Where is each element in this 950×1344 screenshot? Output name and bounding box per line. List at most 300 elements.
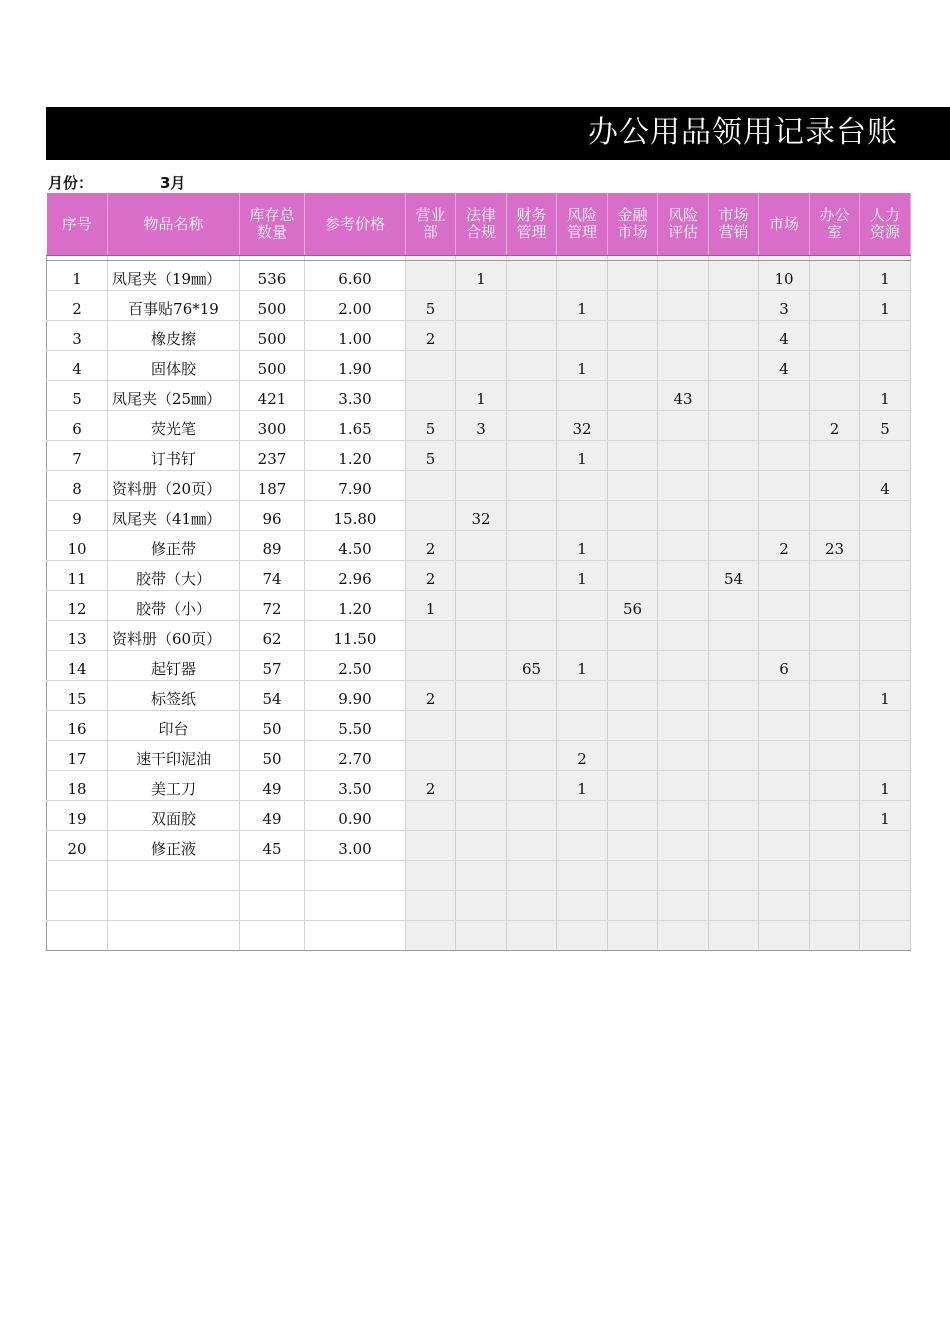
cell-dept-qty[interactable]: 1 — [557, 771, 608, 801]
cell-dept-qty[interactable]: 2 — [406, 681, 456, 711]
cell-dept-qty[interactable]: 65 — [507, 651, 557, 681]
cell-dept-qty[interactable] — [406, 501, 456, 531]
cell-dept-qty[interactable] — [608, 531, 658, 561]
cell-serial-no[interactable]: 14 — [47, 651, 108, 681]
cell-dept-qty[interactable]: 1 — [860, 771, 911, 801]
cell-dept-qty[interactable] — [456, 831, 507, 861]
cell-stock-qty[interactable]: 49 — [240, 771, 305, 801]
cell-dept-qty[interactable]: 32 — [557, 411, 608, 441]
cell-ref-price[interactable]: 2.50 — [305, 651, 406, 681]
cell-dept-qty[interactable] — [507, 471, 557, 501]
empty-cell[interactable] — [406, 861, 456, 891]
cell-dept-qty[interactable] — [456, 561, 507, 591]
cell-dept-qty[interactable] — [507, 771, 557, 801]
cell-dept-qty[interactable] — [658, 831, 709, 861]
cell-item-name[interactable]: 资料册（20页） — [108, 471, 240, 501]
cell-dept-qty[interactable] — [406, 261, 456, 291]
cell-dept-qty[interactable]: 1 — [456, 381, 507, 411]
cell-dept-qty[interactable] — [759, 381, 810, 411]
cell-ref-price[interactable]: 1.00 — [305, 321, 406, 351]
cell-dept-qty[interactable] — [608, 471, 658, 501]
cell-dept-qty[interactable]: 1 — [557, 531, 608, 561]
cell-item-name[interactable]: 荧光笔 — [108, 411, 240, 441]
cell-dept-qty[interactable] — [709, 291, 759, 321]
cell-dept-qty[interactable] — [456, 591, 507, 621]
empty-cell[interactable] — [47, 921, 108, 951]
cell-dept-qty[interactable] — [608, 501, 658, 531]
cell-ref-price[interactable]: 0.90 — [305, 801, 406, 831]
cell-dept-qty[interactable] — [709, 351, 759, 381]
cell-dept-qty[interactable] — [759, 741, 810, 771]
empty-cell[interactable] — [456, 891, 507, 921]
cell-dept-qty[interactable] — [507, 591, 557, 621]
cell-serial-no[interactable]: 11 — [47, 561, 108, 591]
empty-cell[interactable] — [759, 861, 810, 891]
cell-dept-qty[interactable] — [810, 621, 860, 651]
cell-ref-price[interactable]: 3.50 — [305, 771, 406, 801]
cell-dept-qty[interactable] — [759, 681, 810, 711]
cell-dept-qty[interactable] — [860, 501, 911, 531]
cell-dept-qty[interactable] — [507, 621, 557, 651]
cell-dept-qty[interactable] — [608, 411, 658, 441]
cell-dept-qty[interactable]: 3 — [759, 291, 810, 321]
cell-stock-qty[interactable]: 96 — [240, 501, 305, 531]
cell-serial-no[interactable]: 6 — [47, 411, 108, 441]
cell-dept-qty[interactable]: 3 — [456, 411, 507, 441]
cell-dept-qty[interactable] — [759, 711, 810, 741]
cell-ref-price[interactable]: 2.00 — [305, 291, 406, 321]
cell-serial-no[interactable]: 7 — [47, 441, 108, 471]
empty-cell[interactable] — [709, 861, 759, 891]
cell-dept-qty[interactable] — [557, 711, 608, 741]
cell-serial-no[interactable]: 3 — [47, 321, 108, 351]
cell-dept-qty[interactable] — [557, 381, 608, 411]
cell-dept-qty[interactable] — [608, 441, 658, 471]
cell-dept-qty[interactable] — [557, 681, 608, 711]
cell-stock-qty[interactable]: 50 — [240, 741, 305, 771]
cell-dept-qty[interactable] — [658, 621, 709, 651]
cell-dept-qty[interactable]: 2 — [810, 411, 860, 441]
cell-dept-qty[interactable]: 54 — [709, 561, 759, 591]
cell-dept-qty[interactable] — [507, 441, 557, 471]
cell-item-name[interactable]: 胶带（大） — [108, 561, 240, 591]
empty-cell[interactable] — [608, 891, 658, 921]
cell-dept-qty[interactable]: 1 — [860, 261, 911, 291]
cell-dept-qty[interactable] — [406, 711, 456, 741]
cell-ref-price[interactable]: 4.50 — [305, 531, 406, 561]
cell-dept-qty[interactable] — [608, 351, 658, 381]
cell-dept-qty[interactable]: 2 — [406, 321, 456, 351]
cell-serial-no[interactable]: 8 — [47, 471, 108, 501]
cell-dept-qty[interactable]: 2 — [406, 771, 456, 801]
cell-dept-qty[interactable] — [810, 801, 860, 831]
cell-item-name[interactable]: 速干印泥油 — [108, 741, 240, 771]
cell-stock-qty[interactable]: 62 — [240, 621, 305, 651]
cell-dept-qty[interactable] — [658, 471, 709, 501]
cell-dept-qty[interactable]: 2 — [406, 561, 456, 591]
cell-dept-qty[interactable] — [860, 651, 911, 681]
empty-cell[interactable] — [759, 891, 810, 921]
cell-dept-qty[interactable] — [456, 651, 507, 681]
cell-dept-qty[interactable] — [608, 741, 658, 771]
cell-dept-qty[interactable] — [810, 831, 860, 861]
cell-ref-price[interactable]: 5.50 — [305, 711, 406, 741]
cell-dept-qty[interactable]: 23 — [810, 531, 860, 561]
cell-dept-qty[interactable] — [658, 321, 709, 351]
cell-dept-qty[interactable] — [608, 651, 658, 681]
cell-dept-qty[interactable] — [456, 801, 507, 831]
cell-dept-qty[interactable] — [709, 261, 759, 291]
cell-ref-price[interactable]: 6.60 — [305, 261, 406, 291]
empty-cell[interactable] — [709, 891, 759, 921]
cell-dept-qty[interactable] — [658, 771, 709, 801]
cell-stock-qty[interactable]: 49 — [240, 801, 305, 831]
cell-item-name[interactable]: 起钉器 — [108, 651, 240, 681]
cell-dept-qty[interactable] — [507, 681, 557, 711]
cell-dept-qty[interactable]: 1 — [557, 651, 608, 681]
cell-item-name[interactable]: 美工刀 — [108, 771, 240, 801]
cell-dept-qty[interactable] — [860, 621, 911, 651]
cell-dept-qty[interactable] — [658, 711, 709, 741]
month-value[interactable]: 3月 — [160, 174, 186, 192]
cell-dept-qty[interactable]: 2 — [759, 531, 810, 561]
cell-dept-qty[interactable] — [557, 831, 608, 861]
cell-ref-price[interactable]: 2.96 — [305, 561, 406, 591]
cell-stock-qty[interactable]: 536 — [240, 261, 305, 291]
cell-dept-qty[interactable] — [608, 561, 658, 591]
cell-dept-qty[interactable] — [759, 411, 810, 441]
empty-cell[interactable] — [507, 861, 557, 891]
cell-dept-qty[interactable] — [406, 651, 456, 681]
cell-dept-qty[interactable] — [507, 291, 557, 321]
cell-dept-qty[interactable] — [658, 441, 709, 471]
cell-dept-qty[interactable] — [557, 801, 608, 831]
cell-item-name[interactable]: 凤尾夹（19㎜） — [108, 261, 240, 291]
cell-dept-qty[interactable] — [759, 561, 810, 591]
cell-dept-qty[interactable] — [456, 531, 507, 561]
empty-cell[interactable] — [557, 891, 608, 921]
empty-cell[interactable] — [860, 921, 911, 951]
empty-cell[interactable] — [108, 861, 240, 891]
cell-item-name[interactable]: 修正液 — [108, 831, 240, 861]
cell-dept-qty[interactable] — [810, 651, 860, 681]
cell-dept-qty[interactable] — [860, 531, 911, 561]
cell-dept-qty[interactable] — [709, 321, 759, 351]
cell-dept-qty[interactable] — [406, 381, 456, 411]
cell-dept-qty[interactable] — [658, 591, 709, 621]
cell-dept-qty[interactable] — [709, 681, 759, 711]
cell-dept-qty[interactable] — [810, 561, 860, 591]
cell-dept-qty[interactable] — [658, 291, 709, 321]
empty-cell[interactable] — [557, 921, 608, 951]
cell-serial-no[interactable]: 13 — [47, 621, 108, 651]
cell-dept-qty[interactable] — [507, 501, 557, 531]
cell-dept-qty[interactable] — [709, 471, 759, 501]
empty-cell[interactable] — [108, 921, 240, 951]
cell-dept-qty[interactable] — [860, 711, 911, 741]
empty-cell[interactable] — [608, 861, 658, 891]
empty-cell[interactable] — [507, 921, 557, 951]
cell-dept-qty[interactable] — [860, 441, 911, 471]
cell-dept-qty[interactable] — [608, 381, 658, 411]
empty-cell[interactable] — [456, 861, 507, 891]
empty-cell[interactable] — [860, 861, 911, 891]
cell-dept-qty[interactable] — [810, 711, 860, 741]
cell-dept-qty[interactable] — [860, 561, 911, 591]
cell-ref-price[interactable]: 3.30 — [305, 381, 406, 411]
cell-dept-qty[interactable]: 1 — [860, 801, 911, 831]
empty-cell[interactable] — [810, 861, 860, 891]
cell-stock-qty[interactable]: 500 — [240, 321, 305, 351]
cell-dept-qty[interactable]: 4 — [759, 351, 810, 381]
cell-dept-qty[interactable]: 1 — [860, 681, 911, 711]
cell-serial-no[interactable]: 9 — [47, 501, 108, 531]
cell-dept-qty[interactable] — [608, 831, 658, 861]
cell-serial-no[interactable]: 20 — [47, 831, 108, 861]
cell-dept-qty[interactable] — [608, 801, 658, 831]
cell-dept-qty[interactable]: 1 — [557, 291, 608, 321]
cell-dept-qty[interactable] — [759, 621, 810, 651]
cell-serial-no[interactable]: 2 — [47, 291, 108, 321]
cell-dept-qty[interactable] — [860, 741, 911, 771]
cell-dept-qty[interactable] — [810, 681, 860, 711]
cell-dept-qty[interactable] — [709, 801, 759, 831]
cell-dept-qty[interactable]: 32 — [456, 501, 507, 531]
cell-stock-qty[interactable]: 187 — [240, 471, 305, 501]
empty-cell[interactable] — [709, 921, 759, 951]
cell-ref-price[interactable]: 7.90 — [305, 471, 406, 501]
cell-dept-qty[interactable] — [709, 741, 759, 771]
empty-cell[interactable] — [305, 921, 406, 951]
cell-dept-qty[interactable]: 4 — [759, 321, 810, 351]
cell-dept-qty[interactable]: 56 — [608, 591, 658, 621]
cell-dept-qty[interactable]: 5 — [406, 291, 456, 321]
cell-dept-qty[interactable] — [557, 471, 608, 501]
cell-dept-qty[interactable] — [557, 261, 608, 291]
cell-stock-qty[interactable]: 54 — [240, 681, 305, 711]
empty-cell[interactable] — [240, 921, 305, 951]
cell-dept-qty[interactable]: 2 — [557, 741, 608, 771]
cell-dept-qty[interactable] — [608, 771, 658, 801]
cell-dept-qty[interactable] — [456, 681, 507, 711]
cell-dept-qty[interactable] — [658, 351, 709, 381]
cell-serial-no[interactable]: 5 — [47, 381, 108, 411]
empty-cell[interactable] — [860, 891, 911, 921]
empty-cell[interactable] — [507, 891, 557, 921]
cell-dept-qty[interactable] — [557, 501, 608, 531]
cell-dept-qty[interactable]: 4 — [860, 471, 911, 501]
cell-dept-qty[interactable] — [456, 291, 507, 321]
cell-dept-qty[interactable] — [658, 681, 709, 711]
cell-item-name[interactable]: 百事贴76*19 — [108, 291, 240, 321]
cell-dept-qty[interactable] — [810, 501, 860, 531]
cell-item-name[interactable]: 标签纸 — [108, 681, 240, 711]
cell-dept-qty[interactable] — [860, 591, 911, 621]
cell-item-name[interactable]: 橡皮擦 — [108, 321, 240, 351]
cell-dept-qty[interactable] — [507, 321, 557, 351]
cell-dept-qty[interactable] — [507, 531, 557, 561]
cell-dept-qty[interactable] — [658, 561, 709, 591]
cell-ref-price[interactable]: 11.50 — [305, 621, 406, 651]
cell-ref-price[interactable]: 15.80 — [305, 501, 406, 531]
empty-cell[interactable] — [406, 891, 456, 921]
empty-cell[interactable] — [108, 891, 240, 921]
empty-cell[interactable] — [240, 891, 305, 921]
cell-dept-qty[interactable] — [608, 711, 658, 741]
cell-item-name[interactable]: 订书钉 — [108, 441, 240, 471]
cell-dept-qty[interactable] — [406, 471, 456, 501]
cell-stock-qty[interactable]: 500 — [240, 291, 305, 321]
cell-item-name[interactable]: 凤尾夹（41㎜） — [108, 501, 240, 531]
cell-dept-qty[interactable] — [406, 741, 456, 771]
cell-dept-qty[interactable] — [507, 831, 557, 861]
cell-dept-qty[interactable] — [709, 591, 759, 621]
empty-cell[interactable] — [47, 861, 108, 891]
empty-cell[interactable] — [47, 891, 108, 921]
cell-stock-qty[interactable]: 57 — [240, 651, 305, 681]
cell-dept-qty[interactable] — [810, 291, 860, 321]
cell-dept-qty[interactable] — [456, 621, 507, 651]
cell-ref-price[interactable]: 9.90 — [305, 681, 406, 711]
cell-dept-qty[interactable] — [759, 501, 810, 531]
cell-serial-no[interactable]: 1 — [47, 261, 108, 291]
empty-cell[interactable] — [557, 861, 608, 891]
cell-dept-qty[interactable] — [456, 711, 507, 741]
cell-serial-no[interactable]: 18 — [47, 771, 108, 801]
cell-dept-qty[interactable]: 1 — [860, 291, 911, 321]
cell-stock-qty[interactable]: 500 — [240, 351, 305, 381]
cell-dept-qty[interactable] — [860, 831, 911, 861]
cell-dept-qty[interactable] — [709, 711, 759, 741]
empty-cell[interactable] — [240, 861, 305, 891]
cell-dept-qty[interactable] — [658, 531, 709, 561]
cell-dept-qty[interactable] — [810, 471, 860, 501]
cell-dept-qty[interactable] — [658, 741, 709, 771]
cell-dept-qty[interactable]: 1 — [860, 381, 911, 411]
empty-cell[interactable] — [658, 861, 709, 891]
empty-cell[interactable] — [305, 891, 406, 921]
cell-dept-qty[interactable] — [557, 321, 608, 351]
cell-dept-qty[interactable]: 6 — [759, 651, 810, 681]
cell-dept-qty[interactable] — [658, 801, 709, 831]
cell-dept-qty[interactable] — [406, 351, 456, 381]
cell-dept-qty[interactable] — [507, 711, 557, 741]
cell-stock-qty[interactable]: 300 — [240, 411, 305, 441]
cell-dept-qty[interactable]: 1 — [557, 561, 608, 591]
cell-serial-no[interactable]: 17 — [47, 741, 108, 771]
cell-stock-qty[interactable]: 50 — [240, 711, 305, 741]
cell-dept-qty[interactable] — [860, 321, 911, 351]
cell-item-name[interactable]: 双面胶 — [108, 801, 240, 831]
cell-dept-qty[interactable] — [759, 831, 810, 861]
cell-dept-qty[interactable] — [658, 411, 709, 441]
cell-dept-qty[interactable] — [860, 351, 911, 381]
empty-cell[interactable] — [608, 921, 658, 951]
cell-dept-qty[interactable] — [456, 351, 507, 381]
cell-ref-price[interactable]: 1.20 — [305, 591, 406, 621]
cell-ref-price[interactable]: 2.70 — [305, 741, 406, 771]
cell-serial-no[interactable]: 16 — [47, 711, 108, 741]
cell-dept-qty[interactable]: 1 — [456, 261, 507, 291]
cell-dept-qty[interactable]: 1 — [406, 591, 456, 621]
cell-ref-price[interactable]: 1.65 — [305, 411, 406, 441]
cell-dept-qty[interactable]: 5 — [860, 411, 911, 441]
cell-dept-qty[interactable] — [456, 321, 507, 351]
cell-dept-qty[interactable] — [709, 441, 759, 471]
empty-cell[interactable] — [810, 891, 860, 921]
cell-dept-qty[interactable] — [810, 771, 860, 801]
cell-dept-qty[interactable] — [709, 621, 759, 651]
cell-item-name[interactable]: 胶带（小） — [108, 591, 240, 621]
empty-cell[interactable] — [810, 921, 860, 951]
cell-dept-qty[interactable]: 5 — [406, 411, 456, 441]
cell-dept-qty[interactable] — [406, 621, 456, 651]
cell-serial-no[interactable]: 12 — [47, 591, 108, 621]
empty-cell[interactable] — [658, 891, 709, 921]
cell-dept-qty[interactable] — [456, 771, 507, 801]
cell-dept-qty[interactable] — [810, 441, 860, 471]
cell-dept-qty[interactable] — [456, 441, 507, 471]
empty-cell[interactable] — [658, 921, 709, 951]
cell-dept-qty[interactable] — [709, 831, 759, 861]
cell-dept-qty[interactable] — [759, 591, 810, 621]
cell-serial-no[interactable]: 19 — [47, 801, 108, 831]
cell-dept-qty[interactable] — [810, 381, 860, 411]
cell-dept-qty[interactable] — [658, 261, 709, 291]
empty-cell[interactable] — [759, 921, 810, 951]
cell-dept-qty[interactable] — [507, 351, 557, 381]
cell-dept-qty[interactable] — [507, 741, 557, 771]
cell-item-name[interactable]: 修正带 — [108, 531, 240, 561]
cell-dept-qty[interactable] — [709, 381, 759, 411]
cell-item-name[interactable]: 凤尾夹（25㎜） — [108, 381, 240, 411]
cell-dept-qty[interactable] — [557, 591, 608, 621]
cell-dept-qty[interactable] — [759, 441, 810, 471]
cell-dept-qty[interactable]: 1 — [557, 441, 608, 471]
cell-ref-price[interactable]: 3.00 — [305, 831, 406, 861]
cell-dept-qty[interactable] — [709, 771, 759, 801]
cell-dept-qty[interactable] — [810, 741, 860, 771]
cell-dept-qty[interactable] — [507, 381, 557, 411]
cell-dept-qty[interactable] — [810, 321, 860, 351]
cell-dept-qty[interactable] — [658, 501, 709, 531]
cell-stock-qty[interactable]: 74 — [240, 561, 305, 591]
cell-dept-qty[interactable]: 10 — [759, 261, 810, 291]
cell-dept-qty[interactable] — [456, 471, 507, 501]
cell-stock-qty[interactable]: 45 — [240, 831, 305, 861]
empty-cell[interactable] — [406, 921, 456, 951]
cell-dept-qty[interactable] — [557, 621, 608, 651]
cell-dept-qty[interactable] — [759, 801, 810, 831]
cell-serial-no[interactable]: 4 — [47, 351, 108, 381]
cell-dept-qty[interactable] — [608, 681, 658, 711]
cell-stock-qty[interactable]: 89 — [240, 531, 305, 561]
cell-dept-qty[interactable] — [507, 261, 557, 291]
cell-dept-qty[interactable] — [507, 561, 557, 591]
cell-dept-qty[interactable] — [406, 801, 456, 831]
cell-dept-qty[interactable]: 2 — [406, 531, 456, 561]
cell-item-name[interactable]: 固体胶 — [108, 351, 240, 381]
cell-dept-qty[interactable] — [759, 471, 810, 501]
cell-dept-qty[interactable] — [608, 621, 658, 651]
cell-stock-qty[interactable]: 237 — [240, 441, 305, 471]
cell-dept-qty[interactable] — [507, 801, 557, 831]
cell-dept-qty[interactable] — [810, 351, 860, 381]
cell-dept-qty[interactable] — [456, 741, 507, 771]
cell-dept-qty[interactable] — [810, 591, 860, 621]
cell-dept-qty[interactable] — [810, 261, 860, 291]
cell-dept-qty[interactable] — [658, 651, 709, 681]
